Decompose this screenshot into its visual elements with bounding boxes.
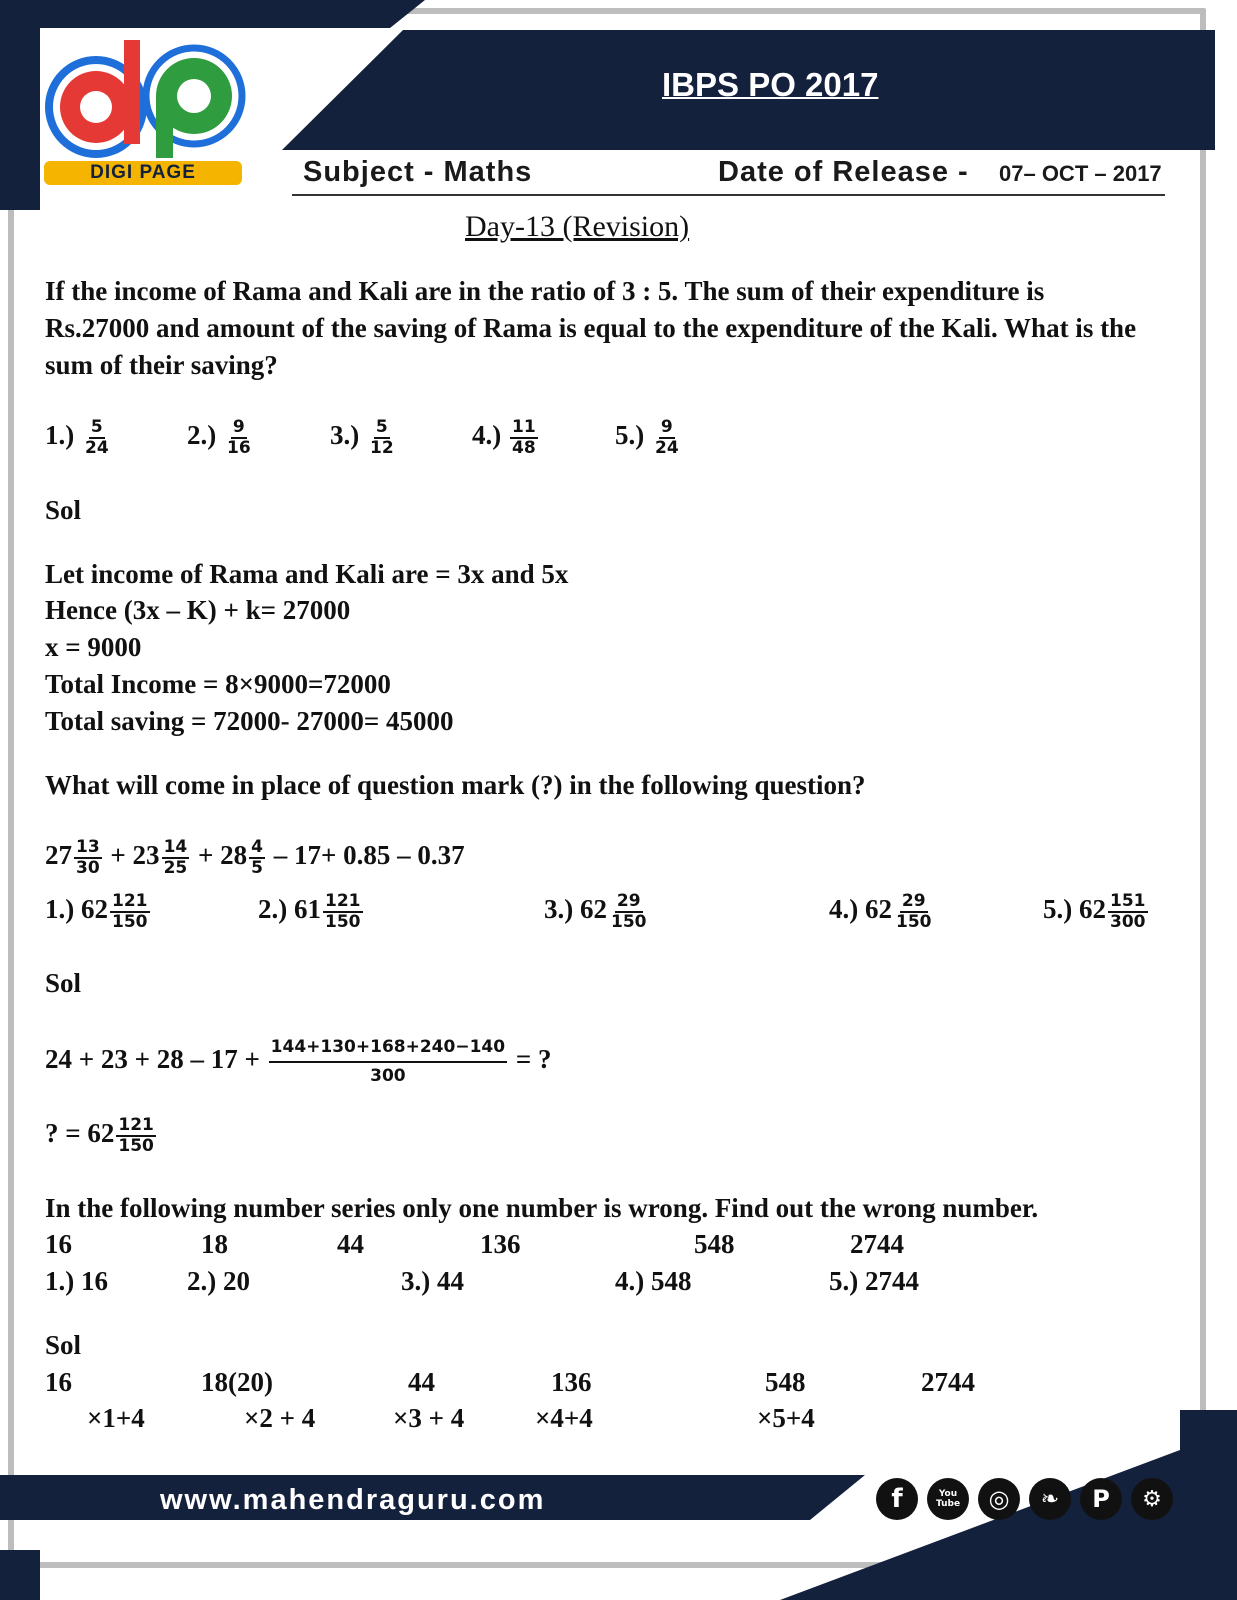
fraction: $\frac{121}{150}$ [118, 1114, 154, 1156]
fraction: $\frac{4}{5}$ [251, 836, 263, 878]
digi-page-logo [44, 34, 249, 189]
sol-series-number: 44 [408, 1367, 435, 1397]
sol-series-number: 2744 [921, 1367, 975, 1397]
series-number: 2744 [850, 1229, 904, 1259]
logo-text: DIGI PAGE [44, 161, 242, 185]
sol-series-number: 136 [551, 1367, 592, 1397]
q1-line-2: Rs.27000 and amount of the saving of Rama is equal to the expenditure of the Kali. What is the [45, 313, 1137, 343]
fraction: $\frac{9}{16}$ [227, 416, 251, 458]
fraction: $\frac{29}{150}$ [896, 890, 932, 932]
exam-title: IBPS PO 2017 [662, 66, 879, 103]
series-number: 136 [480, 1229, 521, 1259]
q3-option-4[interactable]: 4.) 548 [615, 1266, 692, 1296]
sol-series-number: 18(20) [201, 1367, 273, 1397]
q3-question: In the following number series only one number is wrong. Find out the wrong number. [45, 1193, 1039, 1223]
fraction: $\frac{9}{24}$ [655, 416, 679, 458]
sol-series-number: 548 [765, 1367, 806, 1397]
header-rule [292, 194, 1165, 196]
youtube-icon[interactable]: You Tube [927, 1478, 969, 1520]
q1-line-1: If the income of Rama and Kali are in the ratio of 3 : 5. The sum of their expenditure is [45, 276, 1045, 306]
series-number: 548 [694, 1229, 735, 1259]
q2-option-3[interactable]: 3.) 62 $\frac{29}{150}$ [544, 890, 647, 932]
q2-answer: ? = 62 $\frac{121}{150}$ [45, 1114, 154, 1156]
q2-option-2[interactable]: 2.) 61 $\frac{121}{150}$ [258, 890, 361, 932]
q3-sol-label: Sol [45, 1330, 82, 1360]
series-operation: ×4+4 [535, 1403, 593, 1433]
subject-label: Subject - Maths [303, 156, 533, 188]
q2-sol-label: Sol [45, 968, 82, 998]
series-operation: ×2 + 4 [244, 1403, 316, 1433]
q2-expression: 27 $\frac{13}{30}$ + 23 $\frac{14}{25}$ + 28 $\frac{4}{5}$ – 17+ 0.85 – 0.37 [45, 836, 465, 878]
q1-option-4[interactable]: 4.) $\frac{11}{48}$ [472, 416, 536, 458]
sol-series-number: 16 [45, 1367, 72, 1397]
q1-sol-line-4: Total Income = 8×9000=72000 [45, 669, 391, 699]
q2-option-5[interactable]: 5.) 62 $\frac{151}{300}$ [1043, 890, 1146, 932]
footer-url[interactable]: www.mahendraguru.com [160, 1484, 546, 1516]
q1-sol-label: Sol [45, 495, 82, 525]
fraction: $\frac{29}{150}$ [611, 890, 647, 932]
series-number: 44 [337, 1229, 364, 1259]
fraction: $\frac{121}{150}$ [325, 890, 361, 932]
day-title: Day-13 (Revision) [465, 210, 690, 243]
fraction: $\frac{14}{25}$ [163, 836, 188, 878]
q1-option-2[interactable]: 2.) $\frac{9}{16}$ [187, 416, 251, 458]
q3-option-2[interactable]: 2.) 20 [187, 1266, 250, 1296]
series-operation: ×5+4 [757, 1403, 815, 1433]
release-date: 07– OCT – 2017 [999, 161, 1162, 186]
q2-question: What will come in place of question mark (?) in the following question? [45, 770, 866, 800]
q1-line-3: sum of their saving? [45, 350, 278, 380]
q1-sol-line-3: x = 9000 [45, 632, 142, 662]
fraction: $\frac{151}{300}$ [1110, 890, 1146, 932]
q3-option-3[interactable]: 3.) 44 [401, 1266, 464, 1296]
q1-option-3[interactable]: 3.) $\frac{5}{12}$ [330, 416, 394, 458]
release-label: Date of Release - [718, 156, 969, 188]
series-number: 16 [45, 1229, 72, 1259]
q1-sol-line-1: Let income of Rama and Kali are = 3x and 5x [45, 559, 569, 589]
series-number: 18 [201, 1229, 228, 1259]
facebook-icon[interactable]: f [876, 1478, 918, 1520]
pinterest-icon[interactable]: P [1080, 1478, 1122, 1520]
series-operation: ×3 + 4 [393, 1403, 465, 1433]
fraction: $\frac{5}{12}$ [370, 416, 394, 458]
q2-sol-expression: 24 + 23 + 28 – 17 + $\frac{144+130+168+240-140}{300}$ = ? [45, 1034, 551, 1090]
fraction: $\frac{5}{24}$ [85, 416, 109, 458]
instagram-icon[interactable]: ◎ [978, 1478, 1020, 1520]
social-icons [876, 1478, 1173, 1520]
fraction: $\frac{144+130+168+240-140}{300}$ [269, 1034, 507, 1090]
android-icon[interactable]: ⚙ [1131, 1478, 1173, 1520]
series-operation: ×1+4 [87, 1403, 145, 1433]
fraction: $\frac{11}{48}$ [512, 416, 536, 458]
q2-option-4[interactable]: 4.) 62 $\frac{29}{150}$ [829, 890, 932, 932]
q1-sol-line-5: Total saving = 72000- 27000= 45000 [45, 706, 454, 736]
q3-option-5[interactable]: 5.) 2744 [829, 1266, 919, 1296]
q1-option-1[interactable]: 1.) $\frac{5}{24}$ [45, 416, 109, 458]
q2-option-1[interactable]: 1.) 62 $\frac{121}{150}$ [45, 890, 148, 932]
fraction: $\frac{121}{150}$ [112, 890, 148, 932]
q3-option-1[interactable]: 1.) 16 [45, 1266, 108, 1296]
dp-logo-icon [44, 34, 249, 159]
twitter-icon[interactable]: ❧ [1029, 1478, 1071, 1520]
fraction: $\frac{13}{30}$ [76, 836, 100, 878]
q1-option-5[interactable]: 5.) $\frac{9}{24}$ [615, 416, 679, 458]
q1-sol-line-2: Hence (3x – K) + k= 27000 [45, 595, 351, 625]
